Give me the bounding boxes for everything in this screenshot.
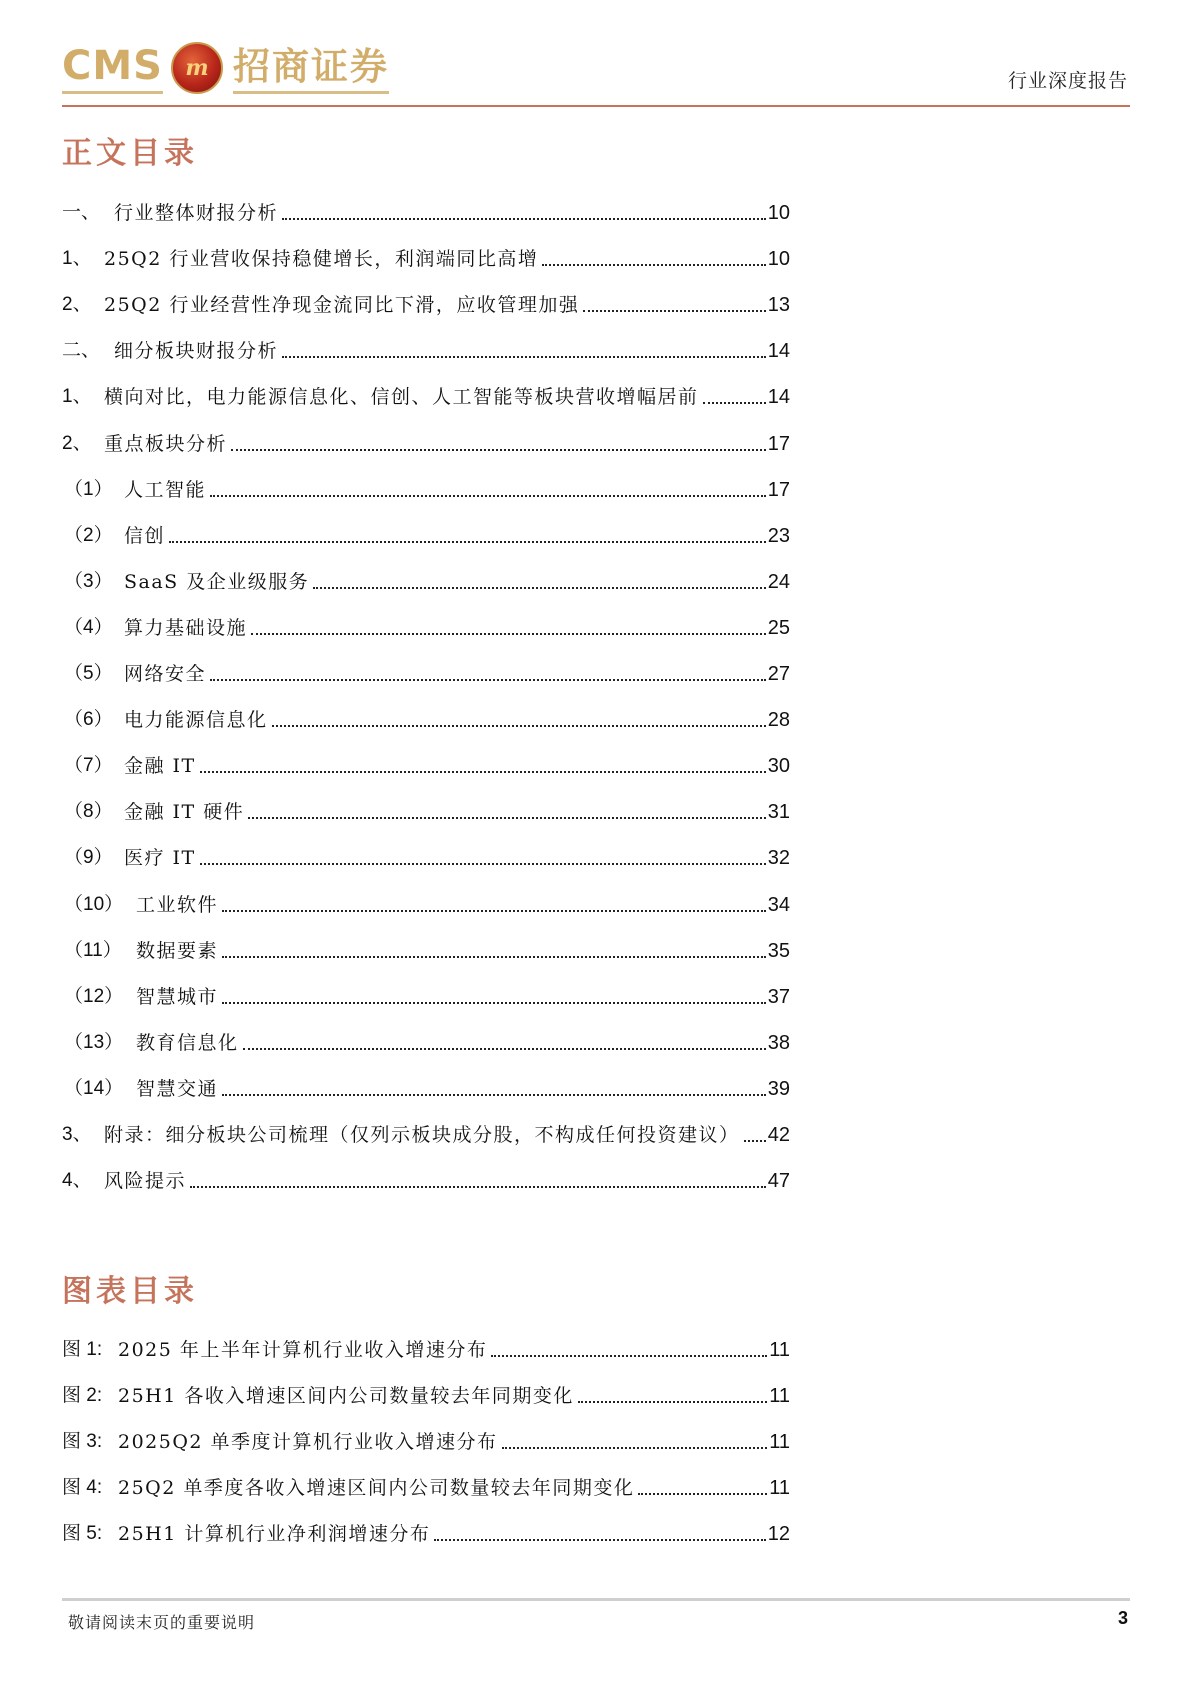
- toc-entry-page: 17: [767, 432, 790, 455]
- toc-entry-page: 12: [767, 1523, 790, 1545]
- dot-leader: [200, 863, 766, 865]
- toc-entry-page: 38: [767, 1031, 790, 1054]
- toc-entry-label: 电力能源信息化: [124, 709, 268, 732]
- toc-entry[interactable]: [62, 936, 790, 966]
- toc-entry-label: 算力基础设施: [124, 616, 248, 639]
- toc-entry[interactable]: [62, 382, 790, 412]
- dot-leader: [578, 1401, 767, 1403]
- toc-entry[interactable]: [62, 1166, 790, 1196]
- dot-leader: [251, 633, 766, 635]
- toc-entry-page: 37: [767, 985, 790, 1008]
- toc-entry-page: 30: [767, 755, 790, 778]
- toc-entry-label: 横向对比，电力能源信息化、信创、人工智能等板块营收增幅居前: [104, 386, 699, 409]
- toc-entry-page: 42: [767, 1124, 790, 1146]
- dot-leader: [190, 1186, 766, 1188]
- toc-entry[interactable]: [62, 797, 790, 827]
- dot-leader: [313, 587, 766, 589]
- toc-entry-label: 2025 年上半年计算机行业收入增速分布: [118, 1339, 488, 1361]
- toc-entry-number: （11）: [64, 939, 122, 961]
- toc-entry-label: 25H1 计算机行业净利润增速分布: [118, 1523, 431, 1545]
- toc-entry[interactable]: [62, 475, 790, 505]
- toc-entry-label: 网络安全: [124, 663, 207, 685]
- toc-entry-label: 细分板块财报分析: [114, 340, 279, 363]
- toc-entry-page: 11: [769, 1477, 790, 1499]
- toc-entry-number: （14）: [64, 1077, 124, 1099]
- toc-entry-number: 图 5:: [62, 1523, 103, 1544]
- toc-entry-number: 2、: [62, 294, 92, 316]
- toc-entry-page: 24: [767, 570, 790, 593]
- dot-leader: [210, 679, 766, 681]
- toc-entry-page: 32: [767, 847, 790, 870]
- toc-entry-label: SaaS 及企业级服务: [124, 570, 310, 593]
- toc-entry-number: 图 4:: [62, 1477, 103, 1498]
- toc-entry[interactable]: [62, 244, 790, 274]
- toc-entry-number: 1、: [62, 248, 92, 270]
- toc-entry-label: 智慧城市: [136, 985, 219, 1008]
- dot-leader: [222, 910, 766, 912]
- toc-entry[interactable]: [62, 613, 790, 643]
- toc-entry-page: 14: [767, 340, 790, 363]
- toc-entry-number: 图 2:: [62, 1385, 103, 1406]
- dot-leader: [744, 1140, 766, 1142]
- cms-logo: [62, 40, 389, 96]
- dot-leader: [638, 1493, 767, 1495]
- toc-entry-number: （9）: [64, 847, 113, 869]
- report-type-label: 行业深度报告: [1007, 70, 1128, 92]
- logo-latin-text: CMS: [62, 43, 163, 94]
- toc-entry-page: 10: [767, 202, 790, 224]
- toc-entry-page: 10: [767, 248, 790, 271]
- toc-entry[interactable]: [62, 521, 790, 551]
- toc-entry[interactable]: [62, 705, 790, 735]
- toc-entry[interactable]: [62, 1028, 790, 1058]
- toc-entry-number: （7）: [64, 755, 113, 777]
- toc-entry-label: 医疗 IT: [124, 847, 196, 870]
- toc-entry-number: 图 3:: [62, 1431, 103, 1452]
- toc-entry-number: 二、: [62, 340, 101, 362]
- toc-entry[interactable]: [62, 1335, 790, 1365]
- header-divider: [62, 105, 1130, 107]
- dot-leader: [169, 541, 766, 543]
- dot-leader: [502, 1447, 768, 1449]
- toc-entry-page: 11: [769, 1431, 790, 1453]
- toc-entry[interactable]: [62, 1473, 790, 1503]
- toc-entry-number: （5）: [64, 663, 113, 684]
- dot-leader: [222, 1094, 766, 1096]
- toc-entry-number: （1）: [64, 478, 113, 500]
- dot-leader: [200, 771, 766, 773]
- footer-divider: [62, 1598, 1130, 1601]
- dot-leader: [243, 1048, 766, 1050]
- toc-entry-label: 25Q2 单季度各收入增速区间内公司数量较去年同期变化: [118, 1477, 635, 1499]
- figure-toc-title: 图表目录: [62, 1274, 198, 1309]
- toc-entry-label: 数据要素: [136, 939, 219, 962]
- footer-disclaimer-note: 敬请阅读末页的重要说明: [68, 1613, 256, 1632]
- toc-entry[interactable]: [62, 336, 790, 366]
- toc-entry-page: 28: [767, 709, 790, 732]
- toc-entry-label: 人工智能: [124, 478, 207, 501]
- toc-entry[interactable]: [62, 659, 790, 689]
- main-toc-title: 正文目录: [62, 136, 198, 171]
- toc-entry-page: 11: [769, 1385, 790, 1407]
- toc-entry-page: 11: [769, 1339, 790, 1361]
- toc-entry-label: 工业软件: [136, 893, 219, 916]
- toc-entry-page: 13: [767, 294, 790, 317]
- toc-entry[interactable]: [62, 1074, 790, 1104]
- toc-entry-number: 3、: [62, 1124, 92, 1145]
- dot-leader: [542, 264, 765, 266]
- toc-entry-number: （6）: [64, 709, 113, 731]
- dot-leader: [222, 956, 766, 958]
- dot-leader: [272, 725, 766, 727]
- toc-entry-number: （13）: [64, 1031, 124, 1053]
- toc-entry-page: 35: [767, 939, 790, 962]
- toc-entry-label: 2025Q2 单季度计算机行业收入增速分布: [118, 1431, 498, 1453]
- toc-entry-label: 信创: [124, 524, 166, 547]
- toc-entry-number: （4）: [64, 616, 113, 638]
- dot-leader: [491, 1355, 767, 1357]
- toc-entry-page: 14: [767, 386, 790, 409]
- toc-entry-page: 23: [767, 524, 790, 547]
- toc-entry[interactable]: [62, 1120, 790, 1150]
- dot-leader: [282, 218, 766, 220]
- toc-entry-number: （3）: [64, 570, 113, 592]
- toc-entry[interactable]: [62, 198, 790, 228]
- toc-entry-label: 25Q2 行业营收保持稳健增长，利润端同比高增: [104, 248, 539, 271]
- toc-entry-page: 39: [767, 1077, 790, 1100]
- toc-entry[interactable]: [62, 982, 790, 1012]
- dot-leader: [210, 495, 766, 497]
- toc-entry-number: 2、: [62, 432, 92, 454]
- toc-entry-label: 行业整体财报分析: [114, 202, 279, 224]
- toc-entry-number: 一、: [62, 202, 101, 223]
- page-number: 3: [1117, 1608, 1128, 1628]
- dot-leader: [222, 1002, 766, 1004]
- toc-entry-number: 1、: [62, 386, 92, 408]
- toc-entry-page: 34: [767, 893, 790, 916]
- toc-entry[interactable]: [62, 843, 790, 873]
- toc-entry-label: 25H1 各收入增速区间内公司数量较去年同期变化: [118, 1385, 574, 1407]
- toc-entry[interactable]: [62, 429, 790, 459]
- dot-leader: [248, 817, 765, 819]
- toc-entry-label: 金融 IT 硬件: [124, 801, 245, 824]
- dot-leader: [703, 402, 766, 404]
- toc-entry-number: 4、: [62, 1170, 92, 1192]
- toc-entry-page: 47: [767, 1170, 790, 1193]
- toc-entry[interactable]: [62, 1427, 790, 1457]
- toc-entry-label: 重点板块分析: [104, 432, 228, 455]
- dot-leader: [583, 310, 765, 312]
- toc-entry[interactable]: [62, 751, 790, 781]
- dot-leader: [282, 356, 766, 358]
- toc-entry-page: 25: [767, 616, 790, 639]
- toc-entry-label: 25Q2 行业经营性净现金流同比下滑，应收管理加强: [104, 294, 580, 317]
- dot-leader: [434, 1539, 765, 1541]
- logo-emblem-icon: m: [171, 42, 223, 94]
- toc-entry-label: 金融 IT: [124, 755, 196, 778]
- toc-entry-number: （2）: [64, 524, 113, 546]
- toc-entry[interactable]: [62, 890, 790, 920]
- toc-entry[interactable]: [62, 1381, 790, 1411]
- toc-entry-page: 27: [767, 663, 790, 685]
- toc-entry-number: （12）: [64, 985, 124, 1007]
- dot-leader: [231, 449, 766, 451]
- toc-entry-number: （8）: [64, 801, 113, 823]
- toc-entry-label: 附录：细分板块公司梳理（仅列示板块成分股，不构成任何投资建议）: [104, 1124, 740, 1146]
- toc-entry-label: 智慧交通: [136, 1077, 219, 1100]
- toc-entry[interactable]: [62, 1519, 790, 1549]
- toc-entry-label: 风险提示: [104, 1170, 187, 1193]
- toc-entry[interactable]: [62, 567, 790, 597]
- toc-entry-page: 31: [767, 801, 790, 824]
- toc-entry-number: 图 1:: [62, 1339, 103, 1360]
- toc-entry[interactable]: [62, 290, 790, 320]
- logo-chinese-text: 招商证券: [233, 43, 389, 94]
- toc-entry-label: 教育信息化: [136, 1031, 239, 1054]
- toc-entry-number: （10）: [64, 893, 124, 915]
- toc-entry-page: 17: [767, 478, 790, 501]
